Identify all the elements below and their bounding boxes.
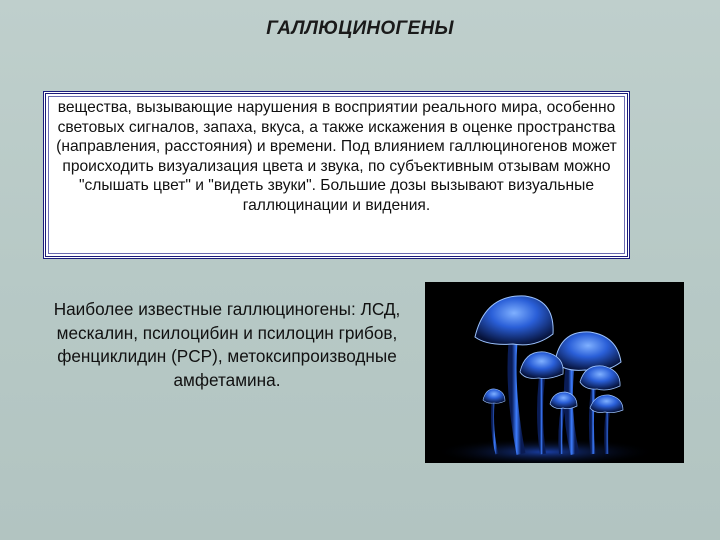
- slide-title: ГАЛЛЮЦИНОГЕНЫ: [266, 18, 454, 39]
- examples-text: Наиболее известные галлюциногены: ЛСД, мескалин, псилоцибин и псилоцин грибов, фенциклидин (PCP), метоксипроизводные амфетамина.: [53, 299, 401, 390]
- definition-box: [43, 91, 630, 259]
- glowing-mushrooms-icon: [425, 282, 684, 463]
- definition-text: вещества, вызывающие нарушения в восприятии реального мира, особенно световых сигналов, запаха, вкуса, а также искажения в оценке пространства (направления, расстояния) и времени. Под влиянием галлюциногенов может происходить визуализация цвета и звука, по субъективным отзывам можно "слышать цвет" и "видеть звуки". Большие дозы вызывают визуальные галлюцинации и видения.: [56, 99, 617, 214]
